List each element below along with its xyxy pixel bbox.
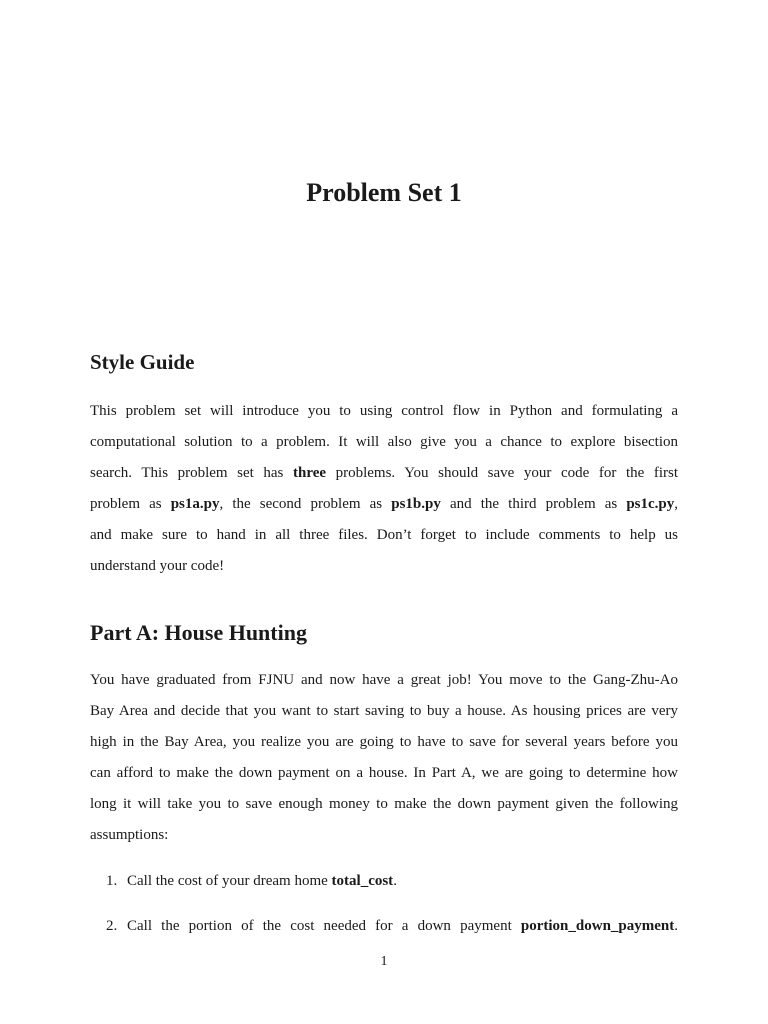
list-item-number: 1.: [106, 873, 118, 889]
paragraph-line: [90, 820, 678, 851]
style-guide-paragraph: [90, 396, 678, 582]
paragraph-line: [90, 727, 678, 758]
text-run: and the third problem as: [440, 496, 627, 512]
text-run: long it will take you to save enough money to make the down payment given the following: [90, 796, 678, 812]
text-run: and make sure to hand in all three files. Don’t forget to include comments to help us: [90, 527, 678, 543]
text-run: ,: [674, 496, 679, 512]
part-a-paragraph: [90, 665, 678, 851]
text-run: Call the cost of your dream home: [127, 873, 332, 889]
text-run: This problem set will introduce you to using control flow in Python and formulating a: [90, 403, 678, 419]
bold-term: ps1a.py: [170, 496, 220, 512]
text-run: can afford to make the down payment on a house. In Part A, we are going to determine how: [90, 765, 678, 781]
text-run: Bay Area and decide that you want to start saving to buy a house. As housing prices are very: [90, 703, 678, 719]
bold-term: three: [292, 465, 327, 481]
bold-term: ps1c.py: [626, 496, 675, 512]
text-run: assumptions:: [90, 827, 169, 843]
bold-term: ps1b.py: [391, 496, 441, 512]
text-run: .: [393, 873, 397, 889]
text-run: problems. You should save your code for the first: [326, 465, 679, 481]
text-run: high in the Bay Area, you realize you are going to have to save for several years before you: [90, 734, 678, 750]
list-item-text: [127, 915, 678, 937]
paragraph-line: [90, 696, 678, 727]
text-run: , the second problem as: [219, 496, 392, 512]
bold-term: portion_down_payment: [520, 918, 675, 934]
text-run: search. This problem set has: [90, 465, 293, 481]
bold-term: total_cost: [331, 873, 394, 889]
paragraph-line: [90, 758, 678, 789]
paragraph-line: [90, 520, 678, 551]
text-run: problem as: [90, 496, 171, 512]
text-run: .: [674, 918, 678, 934]
paragraph-line: [90, 458, 678, 489]
paragraph-line: [90, 551, 678, 582]
paragraph-line: [90, 427, 678, 458]
text-run: computational solution to a problem. It will also give you a chance to explore bisection: [90, 434, 678, 450]
paragraph-line: [90, 396, 678, 427]
paragraph-line: [90, 489, 678, 520]
paragraph-line: [90, 665, 678, 696]
section-heading-part-a: Part A: House Hunting: [90, 620, 307, 645]
page-title: Problem Set 1: [306, 178, 462, 207]
page-number: 1: [380, 954, 388, 969]
text-run: understand your code!: [90, 558, 225, 574]
text-run: You have graduated from FJNU and now have a great job! You move to the Gang-Zhu-Ao: [90, 672, 678, 688]
list-item-text: [127, 870, 678, 892]
list-item-number: 2.: [106, 918, 118, 934]
paragraph-line: [90, 789, 678, 820]
text-run: Call the portion of the cost needed for a down payment: [127, 918, 521, 934]
section-heading-style-guide: Style Guide: [90, 350, 195, 374]
